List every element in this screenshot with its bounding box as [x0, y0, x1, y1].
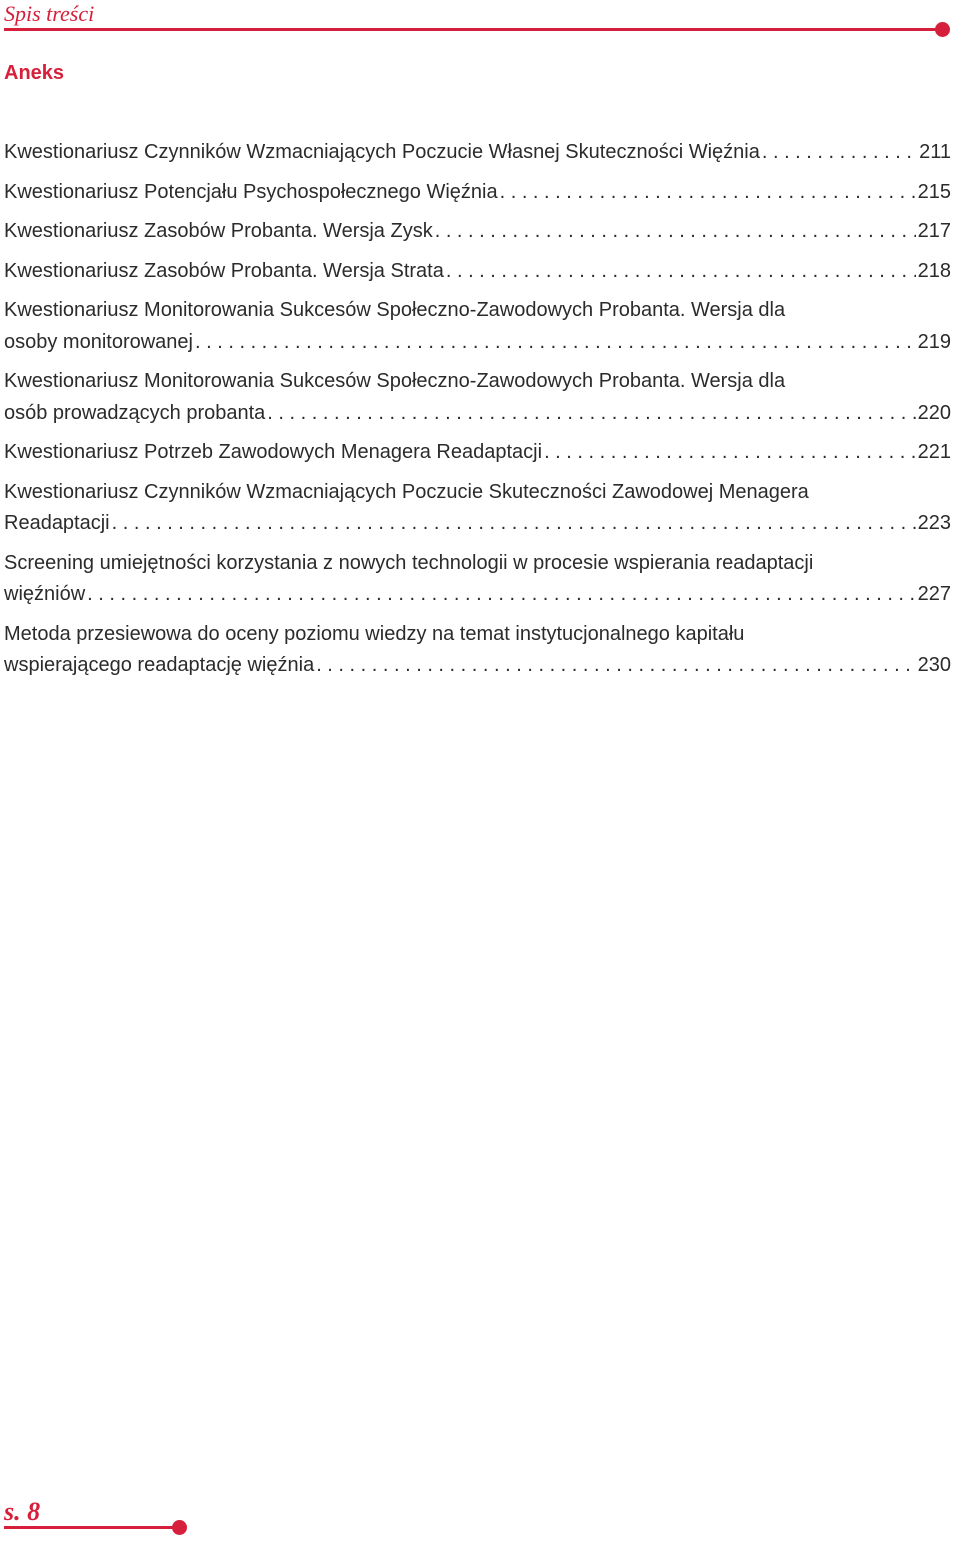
toc-entry-title-line1: Metoda przesiewowa do oceny poziomu wiedzy na temat instytucjonalnego kapitału — [4, 622, 745, 645]
toc-entry-title-line2: wspierającego readaptację więźnia — [4, 654, 315, 676]
footer-rule — [4, 1526, 176, 1529]
toc-entry-page: 211 — [919, 141, 951, 163]
section-title: Aneks — [4, 62, 65, 84]
dot-leader — [500, 177, 916, 209]
footer-rule-dot — [172, 1520, 187, 1535]
dot-leader — [87, 579, 915, 611]
toc-entry[interactable] — [4, 548, 951, 611]
header-rule — [4, 28, 938, 31]
toc-entry[interactable] — [4, 216, 951, 248]
toc-entry[interactable] — [4, 137, 951, 169]
toc-entry-page: 219 — [917, 330, 951, 353]
dot-leader — [112, 508, 916, 540]
toc-entry-title: Kwestionariusz Potencjału Psychospołecznego Więźnia — [4, 180, 498, 203]
toc-entry-title-line2: więźniów — [4, 583, 86, 605]
toc-entry-title-line1: Kwestionariusz Monitorowania Sukcesów Społeczno-Zawodowych Probanta. Wersja dla — [4, 299, 786, 321]
dot-leader — [195, 327, 916, 359]
toc-entry-title-line2: osoby monitorowanej — [4, 330, 193, 353]
toc-entry-title-line1: Kwestionariusz Monitorowania Sukcesów Społeczno-Zawodowych Probanta. Wersja dla — [4, 370, 786, 392]
toc-entry-page: 230 — [917, 654, 951, 676]
toc-entry-title: Kwestionariusz Zasobów Probanta. Wersja Strata — [4, 259, 444, 282]
toc-entry[interactable] — [4, 366, 951, 429]
page-number-label: s. 8 — [4, 1497, 41, 1526]
toc-entry-title-line1: Kwestionariusz Czynników Wzmacniających Poczucie Skuteczności Zawodowej Menagera — [4, 480, 809, 503]
dot-leader — [435, 216, 916, 248]
toc-entry-title-line1: Screening umiejętności korzystania z nowych technologii w procesie wspierania readaptacji — [4, 551, 814, 574]
table-of-contents — [4, 137, 951, 690]
toc-entry-page: 227 — [917, 583, 951, 605]
toc-entry-page: 215 — [917, 180, 951, 203]
toc-entry-title: Kwestionariusz Potrzeb Zawodowych Menagera Readaptacji — [4, 441, 543, 463]
toc-entry-page: 218 — [917, 259, 951, 282]
header-rule-dot — [935, 22, 950, 37]
toc-entry-title: Kwestionariusz Zasobów Probanta. Wersja Zysk — [4, 220, 433, 242]
toc-entry[interactable] — [4, 256, 951, 288]
toc-entry[interactable] — [4, 619, 951, 682]
toc-entry-page: 220 — [917, 401, 951, 424]
toc-entry[interactable] — [4, 437, 951, 469]
dot-leader — [446, 256, 916, 288]
toc-entry[interactable] — [4, 177, 951, 209]
dot-leader — [544, 437, 916, 469]
toc-entry-title-line2: osób prowadzących probanta — [4, 401, 266, 424]
toc-entry-page: 221 — [917, 441, 951, 463]
toc-entry-title: Kwestionariusz Czynników Wzmacniających Poczucie Własnej Skuteczności Więźnia — [4, 141, 760, 163]
toc-entry-title-line2: Readaptacji — [4, 512, 110, 534]
toc-entry[interactable] — [4, 477, 951, 540]
dot-leader — [316, 650, 915, 682]
toc-entry-page: 223 — [917, 512, 951, 534]
toc-entry[interactable] — [4, 295, 951, 358]
page-header-title: Spis treści — [4, 1, 95, 26]
dot-leader — [762, 137, 917, 169]
dot-leader — [267, 398, 915, 430]
toc-entry-page: 217 — [917, 220, 951, 242]
